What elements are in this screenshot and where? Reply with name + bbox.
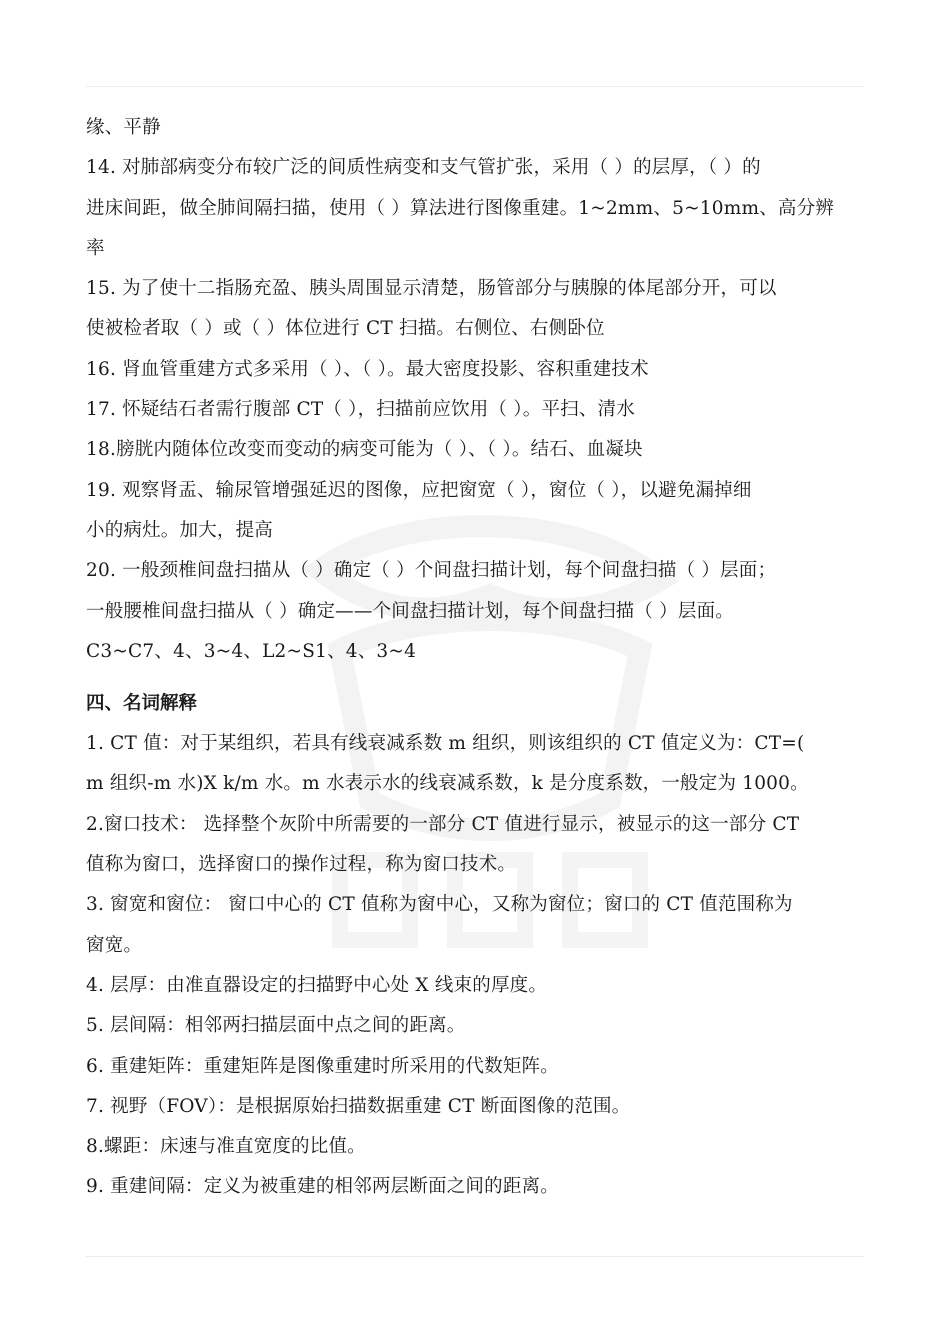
definition-line: 4. 层厚：由准直器设定的扫描野中心处 X 线束的厚度。 xyxy=(86,974,548,996)
qa-line: 18.膀胱内随体位改变而变动的病变可能为（ ）、（ ）。结石、血凝块 xyxy=(86,439,643,461)
qa-line: 一般腰椎间盘扫描从（ ）确定——个间盘扫描计划，每个间盘扫描（ ）层面。 xyxy=(86,600,734,622)
qa-line: 15. 为了使十二指肠充盈、胰头周围显示清楚，肠管部分与胰腺的体尾部分开，可以 xyxy=(86,278,777,300)
qa-line: 使被检者取（ ）或（ ）体位进行 CT 扫描。右侧位、右侧卧位 xyxy=(86,318,605,340)
definition-line: 6. 重建矩阵：重建矩阵是图像重建时所采用的代数矩阵。 xyxy=(86,1055,559,1077)
definition-line: 9. 重建间隔：定义为被重建的相邻两层断面之间的距离。 xyxy=(86,1176,559,1198)
qa-line: 14. 对肺部病变分布较广泛的间质性病变和支气管扩张，采用（ ）的层厚，（ ）的 xyxy=(86,157,761,179)
document-body xyxy=(86,108,866,1208)
definition-line: m 组织-m 水)X k/m 水。m 水表示水的线衰减系数，k 是分度系数，一般定为 1000。 xyxy=(86,773,809,795)
bottom-rule xyxy=(86,1256,864,1257)
top-rule xyxy=(86,86,864,87)
qa-line: 缘、平静 xyxy=(86,117,161,138)
definition-line: 5. 层间隔：相邻两扫描层面中点之间的距离。 xyxy=(86,1015,466,1037)
definition-line: 2.窗口技术： 选择整个灰阶中所需要的一部分 CT 值进行显示，被显示的这一部分 CT xyxy=(86,813,800,835)
qa-line: C3~C7、4、3~4、L2~S1、4、3~4 xyxy=(86,640,417,662)
qa-line: 16. 肾血管重建方式多采用（ ）、（ ）。最大密度投影、容积重建技术 xyxy=(86,358,649,380)
qa-line: 20. 一般颈椎间盘扫描从（ ）确定（ ）个间盘扫描计划，每个间盘扫描（ ）层面； xyxy=(86,560,777,582)
qa-line: 19. 观察肾盂、输尿管增强延迟的图像，应把窗宽（ ），窗位（ ），以避免漏掉细 xyxy=(86,479,752,501)
qa-line: 率 xyxy=(86,237,105,259)
definition-line: 3. 窗宽和窗位： 窗口中心的 CT 值称为窗中心，又称为窗位；窗口的 CT 值范围称为 xyxy=(86,894,793,916)
qa-line: 17. 怀疑结石者需行腹部 CT（ ），扫描前应饮用（ ）。平扫、清水 xyxy=(86,399,635,421)
definition-line: 窗宽。 xyxy=(86,934,143,956)
definition-line: 值称为窗口，选择窗口的操作过程，称为窗口技术。 xyxy=(86,854,517,876)
section-heading: 四、名词解释 xyxy=(86,693,198,715)
definition-line: 7. 视野（FOV）：是根据原始扫描数据重建 CT 断面图像的范围。 xyxy=(86,1095,631,1117)
qa-line: 小的病灶。加大，提高 xyxy=(86,519,274,541)
qa-line: 进床间距，做全肺间隔扫描，使用（ ）算法进行图像重建。1~2mm、5~10mm、高分辨 xyxy=(86,197,835,219)
definition-line: 8.螺距：床速与准直宽度的比值。 xyxy=(86,1136,366,1158)
definition-line: 1. CT 值：对于某组织，若具有线衰减系数 m 组织，则该组织的 CT 值定义为：CT=( xyxy=(86,733,805,755)
